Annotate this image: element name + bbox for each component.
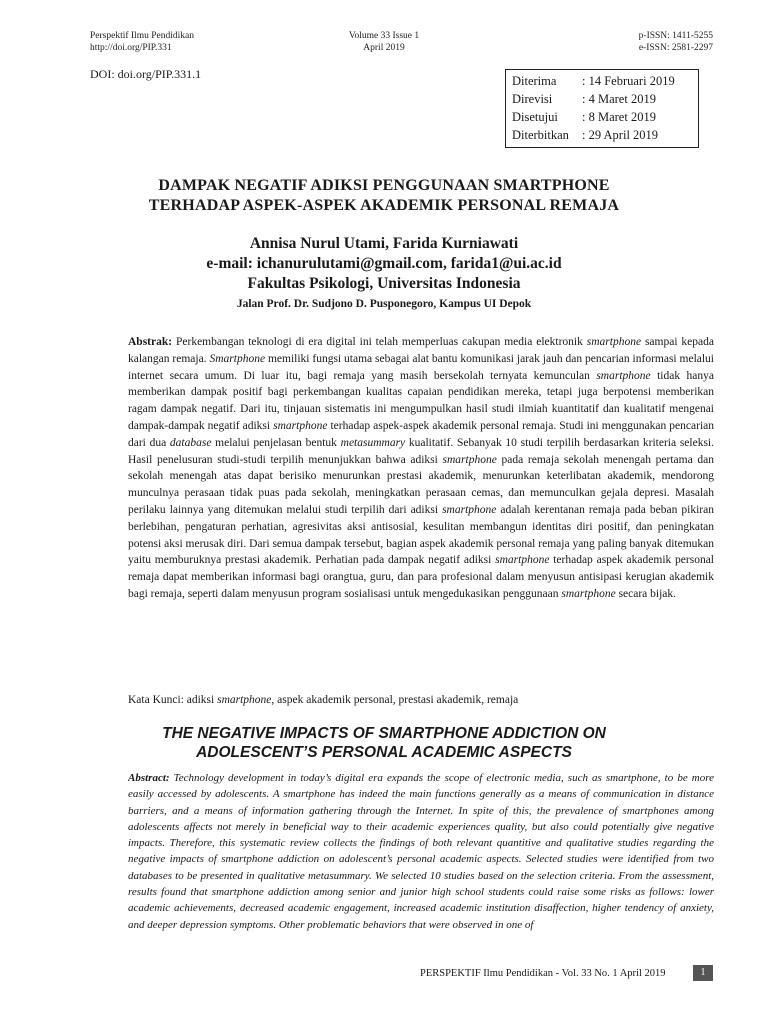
date-row-approved (512, 108, 692, 126)
page-number: 1 (693, 965, 713, 981)
abstract-term: smartphone (442, 453, 497, 466)
journal-name: Perspektif Ilmu Pendidikan (90, 31, 194, 41)
page-footer: PERSPEKTIF Ilmu Pendidikan - Vol. 33 No. 1 April 2019 (420, 968, 666, 979)
paper-title-line: TERHADAP ASPEK-ASPEK AKADEMIK PERSONAL REMAJA (148, 197, 620, 214)
abstract-term: smartphone (596, 369, 651, 382)
e-issn: e-ISSN: 2581-2297 (638, 43, 713, 53)
author-emails: e-mail: ichanurulutami@gmail.com, farida1@ui.ac.id (206, 255, 562, 272)
volume-issue: Volume 33 Issue 1 (348, 31, 420, 41)
abstract-term: Smartphone (209, 352, 266, 365)
english-title (0, 724, 768, 762)
issue-date: April 2019 (363, 43, 405, 53)
paper-title (0, 176, 768, 216)
abstract-en-text: Technology development in today’s digital era expands the scope of electronic media, such as smartphone, to be more easily accessed by adolescents. A smartphone has indeed the main functions generally as a means of communication in distance barriers, and a means of information gathering through the Internet. In spite of this, the prevalence of smartphones among adolescents affects not merely in beneficial way to their academic experiences quality, but also could potentially give negative impacts. Therefore, this systematic review collects the findings of both relevant quantitive and qualitative studies regarding the negative impacts of smartphone addiction on adolescent’s personal academic aspects. Selected studies were identified from two databases to be presented in qualitative metasummary. We selected 10 studies based on the selection criteria. From the assessment, results found that smartphone addiction among senior and junior high school students could raise some risks as follows: lower academic achievements, decreased academic engagement, increased academic institution disaffection, higher tendency of anxiety, and deeper depression symptoms. Other problematic behaviors that were observed in one of (128, 772, 714, 931)
abstract-text: adalah kerentanan remaja pada beban pikiran berlebihan, pengaturan perhatian, agresivitas aksi antisosial, kesulitan membangun identitas diri positif, dan peningkatan potensi aksi merusak diri. Dari semua dampak tersebut, bagian aspek akademik personal remaja yang paling banyak ditemukan yaitu memburuknya prestasi akademik. Perhatian pada dampak negatif adiksi (128, 503, 714, 567)
abstract-text: sampai kepada kalangan remaja. (128, 336, 714, 365)
abstract-text: terhadap aspek akademik personal remaja dapat memberikan informasi bagi orangtua, guru, dan para profesional dalam menyusun antisipasi kerugian akademik bagi remaja, seperti dalam menyusun program sosialisasi untuk mengedukasikan penggunaan (128, 554, 715, 600)
abstract-text: kualitatif. Sebanyak 10 studi terpilih berdasarkan kriteria seleksi. Hasil penelusuran studi-studi terpilih menunjukkan bahwa adiksi (128, 436, 715, 466)
p-issn: p-ISSN: 1411-5255 (638, 31, 713, 41)
abstract-text: pada remaja sekolah menengah pertama dan sekolah menengah atas dapat berisiko menurunkan prestasi akademik, menurunkan keterlibatan akademik, mendorong munculnya perasaan tidak puas pada sekolah, meningkatkan perasaan cemas, dan memunculkan gejala depresi. Masalah perilaku lainnya yang ditemukan melalui studi terpilih dari adiksi (128, 453, 714, 516)
date-value: : 4 Maret 2019 (582, 92, 656, 106)
abstract-en-lead: Abstract: (128, 772, 170, 784)
author-block (0, 234, 768, 294)
abstract-text: Perkembangan teknologi di era digital ini telah memperluas cakupan media elektronik (172, 336, 587, 348)
abstract-text: tidak hanya memberikan dampak positif bagi perkembangan kualitas capaian pendidikan mereka, tetapi juga berpotensi memberikan ragam dampak negatif. Dari itu, tinjauan sistematis ini mengumpulkan hasil studi ilmiah kuantitatif dan kualitatif mengenai dampak-dampak negatif adiksi (128, 369, 714, 432)
date-value: : 8 Maret 2019 (582, 110, 656, 124)
abstract-term: smartphone (495, 554, 550, 567)
english-title-line: ADOLESCENT’S PERSONAL ACADEMIC ASPECTS (196, 744, 572, 761)
publication-dates-box (505, 69, 699, 148)
abstract-term: smartphone (273, 419, 328, 432)
abstract-term: smartphone (442, 503, 497, 516)
date-row-received (512, 72, 692, 90)
paper-title-line: DAMPAK NEGATIF ADIKSI PENGGUNAAN SMARTPHONE (158, 177, 610, 194)
author-address: Jalan Prof. Dr. Sudjono D. Pusponegoro, Kampus UI Depok (236, 298, 532, 310)
abstract-term: database (169, 436, 212, 449)
keywords-rest: , aspek akademik personal, prestasi akademik, remaja (271, 694, 519, 706)
date-label: Disetujui (512, 110, 558, 124)
abstract-term: metasummary (340, 436, 406, 449)
running-header-right (639, 30, 713, 54)
author-names: Annisa Nurul Utami, Farida Kurniawati (249, 235, 519, 252)
english-title-line: THE NEGATIVE IMPACTS OF SMARTPHONE ADDICTION ON (162, 725, 606, 742)
date-label: Direvisi (512, 92, 553, 106)
abstract-en (128, 770, 714, 952)
date-value: : 14 Februari 2019 (582, 74, 675, 88)
date-label: Diterima (512, 74, 557, 88)
date-row-published (512, 126, 692, 144)
keywords (128, 694, 714, 706)
abstract-term: smartphone (586, 336, 642, 348)
abstract-text: melalui penjelasan bentuk (211, 436, 341, 449)
journal-doi-url: http://doi.org/PIP.331 (90, 43, 172, 53)
date-label: Diterbitkan (512, 128, 569, 142)
abstract-lead: Abstrak: (128, 336, 173, 348)
abstract-term: smartphone (561, 587, 616, 600)
keywords-term: smartphone (217, 694, 272, 706)
abstract-text: memiliki fungsi utama sebagai alat bantu komunikasi jarak jauh dan pencarian informasi melalui internet secara umum. Di luar itu, bagi remaja yang masih bersekolah ternyata kemunculan (128, 352, 715, 382)
abstract-text: terhadap aspek-aspek akademik personal remaja. Studi ini menggunakan pencarian dari dua (128, 419, 714, 449)
author-affiliation: Fakultas Psikologi, Universitas Indonesia (247, 275, 521, 292)
abstract-text: secara bijak. (615, 587, 677, 600)
abstract-id (128, 334, 714, 603)
article-doi: DOI: doi.org/PIP.331.1 (90, 67, 202, 81)
date-value: : 29 April 2019 (582, 128, 659, 142)
date-row-revised (512, 90, 692, 108)
keywords-prefix: Kata Kunci: adiksi (128, 694, 218, 706)
